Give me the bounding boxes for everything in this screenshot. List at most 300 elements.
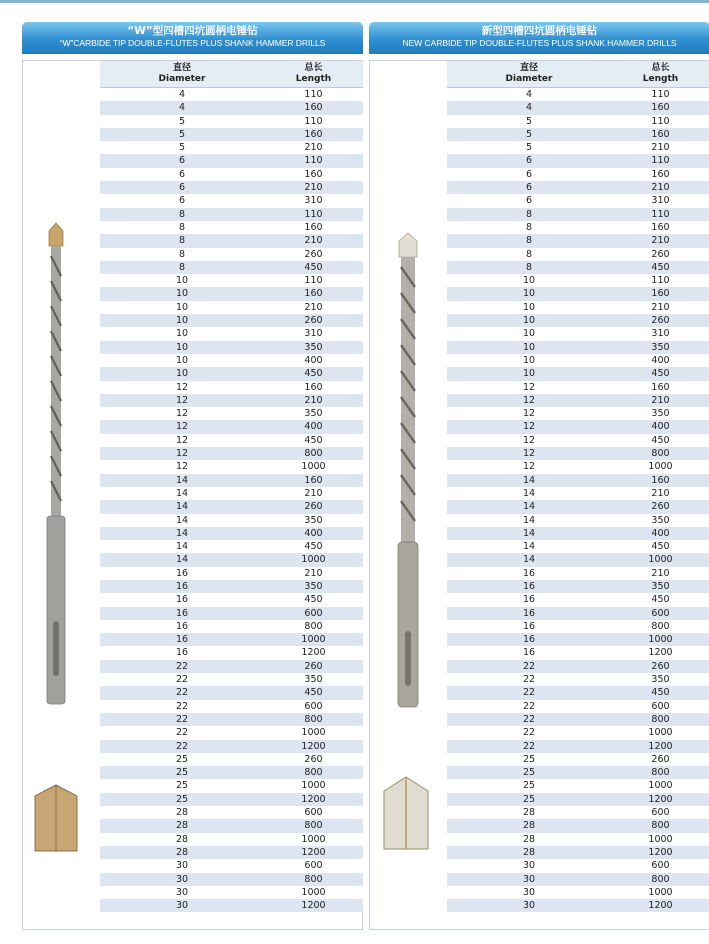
table-row bbox=[100, 88, 363, 101]
diameter-cell: 12 bbox=[522, 394, 536, 406]
length-header-en: Length bbox=[295, 74, 332, 84]
table-row bbox=[100, 833, 363, 846]
table-row bbox=[447, 527, 709, 540]
table-row bbox=[100, 168, 363, 181]
table-row bbox=[447, 553, 709, 566]
diameter-cell: 14 bbox=[522, 527, 536, 539]
table-row bbox=[447, 846, 709, 859]
diameter-cell: 16 bbox=[175, 647, 189, 659]
length-cell: 160 bbox=[651, 221, 670, 233]
length-cell: 260 bbox=[304, 753, 323, 765]
length-cell: 400 bbox=[651, 354, 670, 366]
diameter-cell: 14 bbox=[522, 514, 536, 526]
table-row bbox=[100, 673, 363, 686]
table-row bbox=[447, 274, 709, 287]
diameter-cell: 8 bbox=[178, 208, 186, 220]
table-row bbox=[447, 420, 709, 433]
diameter-cell: 28 bbox=[175, 807, 189, 819]
table-row bbox=[100, 686, 363, 699]
table-row bbox=[100, 819, 363, 832]
length-cell: 1000 bbox=[648, 727, 673, 739]
length-cell: 260 bbox=[304, 501, 323, 513]
length-cell: 400 bbox=[304, 354, 323, 366]
length-cell: 1200 bbox=[648, 846, 673, 858]
length-header-cn: 总长 bbox=[651, 63, 670, 73]
table-row bbox=[100, 154, 363, 167]
product-panel-w-type bbox=[22, 22, 363, 930]
diameter-cell: 30 bbox=[175, 860, 189, 872]
panel-body bbox=[369, 60, 709, 930]
length-cell: 310 bbox=[651, 328, 670, 340]
length-cell: 600 bbox=[304, 860, 323, 872]
length-cell: 400 bbox=[304, 527, 323, 539]
length-cell: 1200 bbox=[301, 793, 326, 805]
length-cell: 160 bbox=[651, 102, 670, 114]
diameter-cell: 10 bbox=[522, 341, 536, 353]
table-row bbox=[100, 726, 363, 739]
diameter-cell: 10 bbox=[175, 301, 189, 313]
diameter-cell: 4 bbox=[525, 89, 533, 100]
diameter-cell: 12 bbox=[522, 408, 536, 420]
diameter-cell: 4 bbox=[178, 89, 186, 100]
table-row bbox=[100, 633, 363, 646]
diameter-cell: 22 bbox=[522, 740, 536, 752]
table-row bbox=[100, 261, 363, 274]
table-row bbox=[447, 248, 709, 261]
diameter-cell: 5 bbox=[178, 128, 186, 140]
diameter-cell: 28 bbox=[522, 846, 536, 858]
diameter-cell: 25 bbox=[522, 793, 536, 805]
table-row bbox=[447, 101, 709, 114]
length-cell: 260 bbox=[651, 660, 670, 672]
length-cell: 310 bbox=[651, 195, 670, 207]
table-row bbox=[100, 101, 363, 114]
table-row bbox=[447, 859, 709, 872]
drill-size-table bbox=[447, 61, 709, 912]
diameter-cell: 12 bbox=[522, 421, 536, 433]
length-cell: 160 bbox=[651, 474, 670, 486]
table-row bbox=[447, 261, 709, 274]
table-row bbox=[100, 806, 363, 819]
panel-title-chinese: 新型四槽四坑圆柄电锤钻 bbox=[481, 25, 598, 37]
table-row bbox=[447, 128, 709, 141]
diameter-cell: 6 bbox=[178, 195, 186, 207]
length-cell: 350 bbox=[651, 514, 670, 526]
diameter-cell: 12 bbox=[175, 381, 189, 393]
diameter-cell: 12 bbox=[522, 448, 536, 460]
length-cell: 350 bbox=[304, 514, 323, 526]
diameter-cell: 16 bbox=[175, 634, 189, 646]
length-cell: 800 bbox=[304, 448, 323, 460]
table-row bbox=[100, 354, 363, 367]
drill-bit-image bbox=[370, 61, 448, 929]
diameter-cell: 30 bbox=[175, 873, 189, 885]
product-panel-new-type bbox=[369, 22, 709, 930]
diameter-cell: 22 bbox=[522, 674, 536, 686]
length-cell: 1000 bbox=[301, 554, 326, 566]
top-divider-line bbox=[0, 0, 709, 3]
diameter-cell: 12 bbox=[175, 461, 189, 473]
length-cell: 1000 bbox=[648, 833, 673, 845]
table-row bbox=[447, 460, 709, 473]
table-row bbox=[447, 806, 709, 819]
table-row bbox=[447, 194, 709, 207]
diameter-cell: 30 bbox=[522, 886, 536, 898]
table-row bbox=[100, 248, 363, 261]
table-row bbox=[100, 141, 363, 154]
length-cell: 600 bbox=[651, 607, 670, 619]
table-header bbox=[447, 61, 709, 88]
length-cell: 600 bbox=[304, 607, 323, 619]
table-row bbox=[447, 341, 709, 354]
length-cell: 110 bbox=[651, 208, 670, 220]
length-cell: 110 bbox=[304, 275, 323, 287]
length-cell: 1200 bbox=[648, 900, 673, 912]
table-row bbox=[447, 500, 709, 513]
diameter-cell: 10 bbox=[175, 288, 189, 300]
table-row bbox=[447, 593, 709, 606]
length-cell: 210 bbox=[651, 182, 670, 194]
length-cell: 110 bbox=[304, 208, 323, 220]
length-cell: 110 bbox=[304, 155, 323, 167]
length-cell: 160 bbox=[304, 221, 323, 233]
table-row bbox=[447, 713, 709, 726]
diameter-cell: 25 bbox=[175, 767, 189, 779]
diameter-cell: 22 bbox=[522, 660, 536, 672]
diameter-cell: 8 bbox=[525, 221, 533, 233]
table-row bbox=[447, 686, 709, 699]
table-row bbox=[100, 381, 363, 394]
length-cell: 310 bbox=[304, 328, 323, 340]
table-row bbox=[447, 607, 709, 620]
diameter-cell: 22 bbox=[175, 660, 189, 672]
length-cell: 160 bbox=[304, 128, 323, 140]
table-row bbox=[447, 873, 709, 886]
diameter-cell: 22 bbox=[175, 740, 189, 752]
length-cell: 210 bbox=[304, 142, 323, 154]
length-cell: 1200 bbox=[648, 647, 673, 659]
diameter-cell: 14 bbox=[175, 527, 189, 539]
length-cell: 210 bbox=[304, 182, 323, 194]
table-body bbox=[100, 88, 363, 912]
diameter-cell: 8 bbox=[525, 235, 533, 247]
length-cell: 350 bbox=[304, 408, 323, 420]
length-cell: 600 bbox=[304, 700, 323, 712]
table-row bbox=[100, 514, 363, 527]
length-cell: 400 bbox=[304, 421, 323, 433]
drill-size-table bbox=[100, 61, 363, 912]
table-row bbox=[100, 899, 363, 912]
length-cell: 1000 bbox=[301, 634, 326, 646]
table-row bbox=[100, 700, 363, 713]
table-row bbox=[447, 886, 709, 899]
diameter-cell: 10 bbox=[175, 328, 189, 340]
diameter-cell: 12 bbox=[175, 448, 189, 460]
length-cell: 1000 bbox=[648, 634, 673, 646]
diameter-cell: 30 bbox=[522, 860, 536, 872]
length-cell: 310 bbox=[304, 195, 323, 207]
length-cell: 350 bbox=[304, 580, 323, 592]
table-row bbox=[100, 500, 363, 513]
length-cell: 800 bbox=[651, 713, 670, 725]
diameter-cell: 10 bbox=[522, 354, 536, 366]
diameter-cell: 28 bbox=[522, 820, 536, 832]
diameter-cell: 12 bbox=[522, 434, 536, 446]
length-cell: 350 bbox=[651, 408, 670, 420]
diameter-cell: 16 bbox=[522, 567, 536, 579]
table-row bbox=[100, 660, 363, 673]
length-cell: 260 bbox=[304, 660, 323, 672]
length-cell: 260 bbox=[304, 248, 323, 260]
length-cell: 1200 bbox=[301, 647, 326, 659]
length-cell: 160 bbox=[304, 102, 323, 114]
length-cell: 210 bbox=[304, 567, 323, 579]
table-row bbox=[447, 221, 709, 234]
length-cell: 800 bbox=[304, 713, 323, 725]
table-body bbox=[447, 88, 709, 912]
table-header bbox=[100, 61, 363, 88]
length-cell: 450 bbox=[304, 434, 323, 446]
table-row bbox=[100, 713, 363, 726]
length-cell: 1000 bbox=[648, 461, 673, 473]
diameter-cell: 28 bbox=[522, 833, 536, 845]
length-cell: 600 bbox=[651, 700, 670, 712]
table-row bbox=[447, 287, 709, 300]
length-cell: 800 bbox=[304, 620, 323, 632]
table-row bbox=[447, 540, 709, 553]
table-row bbox=[447, 487, 709, 500]
length-cell: 1000 bbox=[301, 886, 326, 898]
diameter-cell: 25 bbox=[522, 780, 536, 792]
panel-title-english: “W”CARBIDE TIP DOUBLE-FLUTES PLUS SHANK HAMMER DRILLS bbox=[59, 38, 326, 48]
length-cell: 1200 bbox=[648, 740, 673, 752]
length-cell: 1200 bbox=[301, 740, 326, 752]
drill-bit-image bbox=[23, 61, 101, 929]
table-row bbox=[100, 287, 363, 300]
table-row bbox=[100, 753, 363, 766]
diameter-cell: 16 bbox=[522, 607, 536, 619]
diameter-cell: 14 bbox=[175, 514, 189, 526]
diameter-cell: 5 bbox=[525, 128, 533, 140]
diameter-header bbox=[447, 61, 611, 87]
diameter-cell: 16 bbox=[175, 580, 189, 592]
diameter-cell: 14 bbox=[522, 474, 536, 486]
table-row bbox=[100, 420, 363, 433]
length-cell: 210 bbox=[651, 394, 670, 406]
diameter-cell: 5 bbox=[525, 142, 533, 154]
table-row bbox=[447, 620, 709, 633]
panel-title-chinese: “W”型四槽四坑圆柄电锤钻 bbox=[127, 25, 258, 37]
table-row bbox=[100, 740, 363, 753]
table-row bbox=[447, 700, 709, 713]
diameter-cell: 6 bbox=[525, 168, 533, 180]
table-row bbox=[100, 567, 363, 580]
length-cell: 1000 bbox=[648, 554, 673, 566]
diameter-cell: 22 bbox=[175, 674, 189, 686]
table-row bbox=[447, 168, 709, 181]
diameter-cell: 30 bbox=[522, 873, 536, 885]
diameter-cell: 22 bbox=[175, 687, 189, 699]
table-row bbox=[100, 394, 363, 407]
diameter-cell: 8 bbox=[525, 208, 533, 220]
diameter-cell: 10 bbox=[522, 368, 536, 380]
diameter-cell: 8 bbox=[178, 261, 186, 273]
diameter-cell: 10 bbox=[175, 341, 189, 353]
length-cell: 110 bbox=[651, 275, 670, 287]
length-cell: 450 bbox=[651, 541, 670, 553]
table-row bbox=[100, 460, 363, 473]
diameter-cell: 6 bbox=[178, 168, 186, 180]
length-cell: 160 bbox=[304, 288, 323, 300]
table-row bbox=[447, 154, 709, 167]
diameter-cell: 14 bbox=[175, 541, 189, 553]
length-cell: 210 bbox=[651, 301, 670, 313]
table-row bbox=[447, 381, 709, 394]
diameter-cell: 12 bbox=[175, 408, 189, 420]
diameter-cell: 16 bbox=[522, 594, 536, 606]
length-cell: 800 bbox=[651, 820, 670, 832]
table-row bbox=[100, 194, 363, 207]
panel-title-banner bbox=[369, 22, 709, 54]
table-row bbox=[100, 646, 363, 659]
diameter-header-cn: 直径 bbox=[172, 63, 191, 73]
table-row bbox=[100, 527, 363, 540]
diameter-cell: 14 bbox=[175, 554, 189, 566]
table-row bbox=[100, 766, 363, 779]
diameter-cell: 16 bbox=[175, 594, 189, 606]
diameter-cell: 8 bbox=[525, 261, 533, 273]
drill-image-column bbox=[370, 61, 448, 929]
diameter-cell: 16 bbox=[522, 634, 536, 646]
length-cell: 400 bbox=[651, 421, 670, 433]
table-row bbox=[100, 234, 363, 247]
length-cell: 350 bbox=[304, 674, 323, 686]
length-cell: 210 bbox=[651, 567, 670, 579]
length-cell: 350 bbox=[651, 580, 670, 592]
diameter-cell: 5 bbox=[178, 115, 186, 127]
length-cell: 210 bbox=[304, 394, 323, 406]
table-row bbox=[100, 487, 363, 500]
length-cell: 160 bbox=[651, 288, 670, 300]
length-cell: 1000 bbox=[301, 833, 326, 845]
diameter-cell: 22 bbox=[522, 713, 536, 725]
length-cell: 160 bbox=[304, 168, 323, 180]
length-cell: 210 bbox=[651, 487, 670, 499]
panel-body bbox=[22, 60, 363, 930]
diameter-cell: 22 bbox=[522, 700, 536, 712]
length-cell: 600 bbox=[651, 807, 670, 819]
length-cell: 600 bbox=[651, 860, 670, 872]
table-row bbox=[447, 208, 709, 221]
diameter-cell: 12 bbox=[522, 461, 536, 473]
length-cell: 800 bbox=[304, 820, 323, 832]
diameter-cell: 10 bbox=[522, 328, 536, 340]
diameter-cell: 14 bbox=[522, 487, 536, 499]
table-row bbox=[447, 580, 709, 593]
length-cell: 210 bbox=[304, 301, 323, 313]
table-row bbox=[100, 873, 363, 886]
panel-title-english: NEW CARBIDE TIP DOUBLE-FLUTES PLUS SHANK HAMMER DRILLS bbox=[402, 38, 677, 48]
length-cell: 350 bbox=[304, 341, 323, 353]
length-cell: 160 bbox=[651, 381, 670, 393]
length-cell: 350 bbox=[651, 341, 670, 353]
diameter-cell: 22 bbox=[175, 727, 189, 739]
table-row bbox=[100, 593, 363, 606]
table-row bbox=[447, 646, 709, 659]
diameter-cell: 28 bbox=[175, 820, 189, 832]
table-row bbox=[100, 407, 363, 420]
length-cell: 110 bbox=[651, 155, 670, 167]
table-row bbox=[100, 846, 363, 859]
length-cell: 160 bbox=[651, 128, 670, 140]
length-cell: 210 bbox=[304, 487, 323, 499]
length-cell: 1000 bbox=[648, 886, 673, 898]
diameter-header-en: Diameter bbox=[158, 74, 206, 84]
table-row bbox=[100, 540, 363, 553]
length-cell: 110 bbox=[651, 115, 670, 127]
table-row bbox=[447, 88, 709, 101]
table-row bbox=[100, 553, 363, 566]
length-cell: 260 bbox=[651, 248, 670, 260]
diameter-cell: 8 bbox=[178, 221, 186, 233]
drill-image-column bbox=[23, 61, 101, 929]
table-row bbox=[100, 367, 363, 380]
table-row bbox=[100, 314, 363, 327]
table-row bbox=[447, 327, 709, 340]
table-row bbox=[447, 567, 709, 580]
length-cell: 450 bbox=[304, 687, 323, 699]
length-cell: 1200 bbox=[301, 900, 326, 912]
table-row bbox=[447, 726, 709, 739]
diameter-cell: 22 bbox=[522, 727, 536, 739]
length-cell: 260 bbox=[651, 501, 670, 513]
diameter-cell: 22 bbox=[522, 687, 536, 699]
length-cell: 1200 bbox=[301, 846, 326, 858]
length-cell: 800 bbox=[304, 767, 323, 779]
length-cell: 450 bbox=[304, 261, 323, 273]
diameter-cell: 10 bbox=[175, 275, 189, 287]
table-row bbox=[100, 327, 363, 340]
table-row bbox=[447, 753, 709, 766]
length-cell: 1000 bbox=[301, 727, 326, 739]
diameter-cell: 25 bbox=[522, 753, 536, 765]
length-cell: 1000 bbox=[301, 461, 326, 473]
table-row bbox=[447, 434, 709, 447]
table-row bbox=[100, 128, 363, 141]
diameter-cell: 14 bbox=[175, 501, 189, 513]
table-row bbox=[447, 660, 709, 673]
length-cell: 450 bbox=[304, 368, 323, 380]
table-row bbox=[100, 793, 363, 806]
table-row bbox=[100, 580, 363, 593]
length-cell: 350 bbox=[651, 674, 670, 686]
length-header-en: Length bbox=[642, 74, 679, 84]
diameter-cell: 6 bbox=[178, 182, 186, 194]
length-cell: 260 bbox=[304, 315, 323, 327]
diameter-cell: 28 bbox=[175, 833, 189, 845]
length-cell: 1000 bbox=[301, 780, 326, 792]
diameter-cell: 12 bbox=[175, 394, 189, 406]
table-row bbox=[100, 208, 363, 221]
diameter-cell: 16 bbox=[175, 607, 189, 619]
diameter-cell: 16 bbox=[175, 567, 189, 579]
length-cell: 450 bbox=[304, 594, 323, 606]
table-row bbox=[447, 115, 709, 128]
diameter-cell: 22 bbox=[175, 700, 189, 712]
length-cell: 210 bbox=[651, 142, 670, 154]
table-row bbox=[447, 394, 709, 407]
diameter-cell: 10 bbox=[522, 315, 536, 327]
